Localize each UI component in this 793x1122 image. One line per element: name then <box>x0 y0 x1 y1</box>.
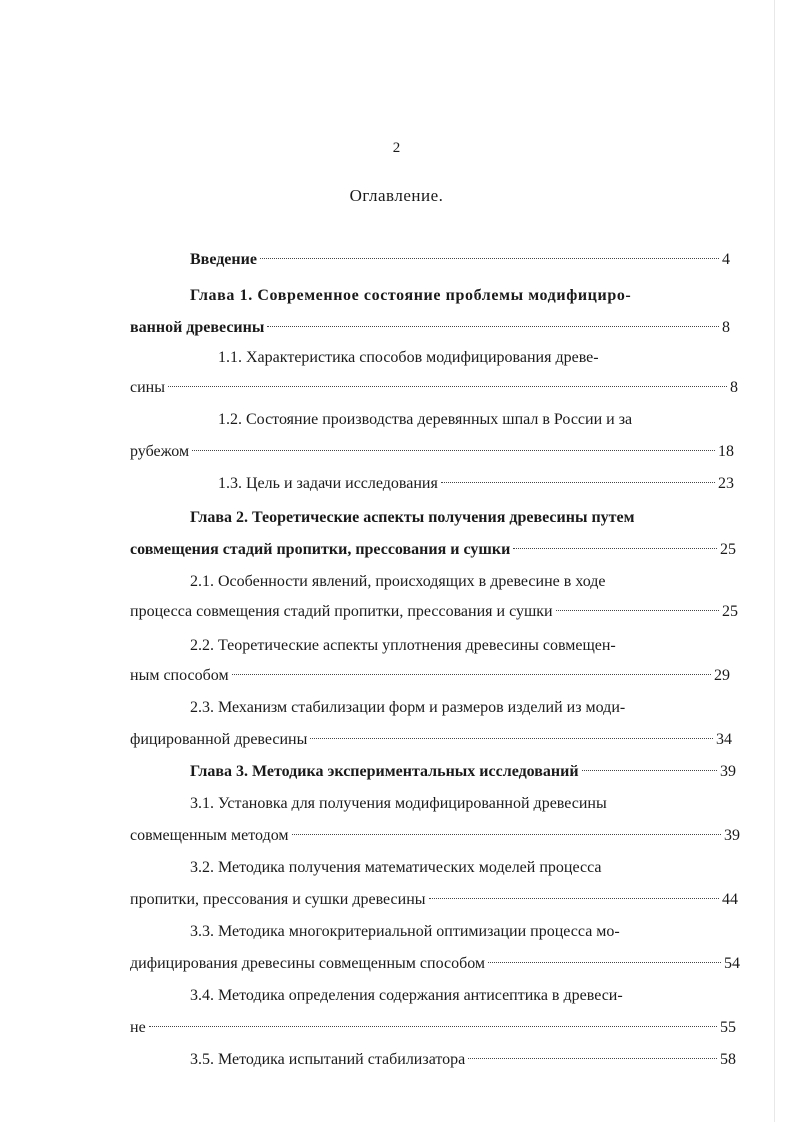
toc-entry-intro <box>190 248 730 272</box>
leader-dots <box>429 898 720 899</box>
toc-entry-text: не <box>130 1019 146 1036</box>
toc-entry-text: процесса совмещения стадий пропитки, прессования и сушки <box>130 603 553 620</box>
toc-entry-text: Глава 3. Методика экспериментальных исследований <box>190 763 579 780</box>
leader-dots <box>488 962 721 963</box>
toc-entry-text: 2.1. Особенности явлений, происходящих в древесине в ходе <box>190 573 606 590</box>
toc-entry-text: фицированной древесины <box>130 731 308 748</box>
toc-entry-text: Глава 1. Современное состояние проблемы модифициро- <box>190 287 632 304</box>
toc-entry-1-3 <box>218 472 734 496</box>
toc-entry-3-5 <box>190 1048 736 1072</box>
toc-entry-text: Глава 2. Теоретические аспекты получения древесины путем <box>190 509 635 526</box>
toc-entry-text: 3.3. Методика многокритериальной оптимизации процесса мо- <box>190 923 620 940</box>
toc-entry-1-2-line2 <box>130 440 734 464</box>
leader-dots <box>468 1058 717 1059</box>
toc-entry-text: пропитки, прессования и сушки древесины <box>130 891 426 908</box>
toc-entry-text: ным способом <box>130 667 229 684</box>
toc-entry-page: 55 <box>720 1019 736 1036</box>
toc-entry-text: рубежом <box>130 443 190 460</box>
leader-dots <box>582 770 717 771</box>
toc-entry-3-4-line2 <box>130 1016 736 1040</box>
toc-entry-chapter2-line1 <box>190 506 742 530</box>
leader-dots <box>260 258 719 259</box>
toc-entry-text: совмещения стадий пропитки, прессования и сушки <box>130 541 511 558</box>
toc-entry-page: 44 <box>722 891 738 908</box>
toc-entry-text: 3.4. Методика определения содержания антисептика в древеси- <box>190 987 623 1004</box>
leader-dots <box>441 482 715 483</box>
toc-entry-text: 1.2. Состояние производства деревянных шпал в России и за <box>218 411 633 428</box>
toc-entry-text: 3.2. Методика получения математических моделей процесса <box>190 859 602 876</box>
toc-entry-3-2-line2 <box>130 888 738 912</box>
toc-entry-text: Введение <box>190 251 257 268</box>
page-number: 2 <box>392 140 401 156</box>
scan-edge-line <box>774 0 775 1122</box>
toc-entry-text: дифицирования древесины совмещенным способом <box>130 955 486 972</box>
toc-entry-2-1-line1 <box>190 570 742 594</box>
toc-entry-3-1-line1 <box>190 792 742 816</box>
leader-dots <box>192 450 715 451</box>
toc-entry-2-3-line2 <box>130 728 732 752</box>
toc-entry-text: 3.5. Методика испытаний стабилизатора <box>190 1051 466 1068</box>
toc-entry-page: 25 <box>720 541 736 558</box>
toc-entry-3-3-line2 <box>130 952 740 976</box>
toc-entry-page: 23 <box>718 475 734 492</box>
toc-entry-text: ванной древесины <box>130 319 265 336</box>
toc-entry-text: 2.2. Теоретические аспекты уплотнения древесины совмещен- <box>190 637 616 654</box>
toc-entry-chapter1-line1 <box>190 284 740 308</box>
leader-dots <box>556 610 719 611</box>
leader-dots <box>232 674 711 675</box>
toc-entry-page: 39 <box>724 827 740 844</box>
toc-entry-page: 29 <box>714 667 730 684</box>
toc-entry-page: 39 <box>720 763 736 780</box>
leader-dots <box>292 834 721 835</box>
toc-entry-chapter1-line2 <box>130 316 730 340</box>
toc-entry-text: совмещенным методом <box>130 827 289 844</box>
toc-entry-page: 8 <box>730 379 738 396</box>
toc-entry-3-4-line1 <box>190 984 742 1008</box>
toc-entry-2-2-line2 <box>130 664 730 688</box>
toc-entry-page: 54 <box>724 955 740 972</box>
leader-dots <box>168 386 727 387</box>
leader-dots <box>513 548 717 549</box>
leader-dots <box>149 1026 717 1027</box>
toc-entry-1-2-line1 <box>218 408 748 432</box>
toc-entry-3-2-line1 <box>190 856 742 880</box>
toc-entry-2-1-line2 <box>130 600 738 624</box>
toc-entry-page: 18 <box>718 443 734 460</box>
toc-entry-1-1-line1 <box>218 346 740 370</box>
toc-entry-page: 25 <box>722 603 738 620</box>
toc-entry-page: 34 <box>716 731 732 748</box>
toc-entry-text: 2.3. Механизм стабилизации форм и размеров изделий из моди- <box>190 699 626 716</box>
toc-entry-chapter3 <box>190 760 736 784</box>
leader-dots <box>310 738 713 739</box>
toc-entry-3-3-line1 <box>190 920 742 944</box>
toc-entry-text: сины <box>130 379 165 396</box>
toc-entry-chapter2-line2 <box>130 538 736 562</box>
toc-entry-3-1-line2 <box>130 824 740 848</box>
toc-entry-text: 1.3. Цель и задачи исследования <box>218 475 438 492</box>
toc-entry-1-1-line2 <box>130 376 738 400</box>
toc-entry-2-3-line1 <box>190 696 742 720</box>
toc-entry-2-2-line1 <box>190 634 742 658</box>
toc-entry-page: 8 <box>722 319 730 336</box>
toc-entry-page: 58 <box>720 1051 736 1068</box>
toc-entry-text: 3.1. Установка для получения модифицированной древесины <box>190 795 607 812</box>
toc-entry-text: 1.1. Характеристика способов модифицирования древе- <box>218 349 599 366</box>
leader-dots <box>267 326 719 327</box>
toc-entry-page: 4 <box>722 251 730 268</box>
toc-title: Оглавление. <box>349 186 444 205</box>
